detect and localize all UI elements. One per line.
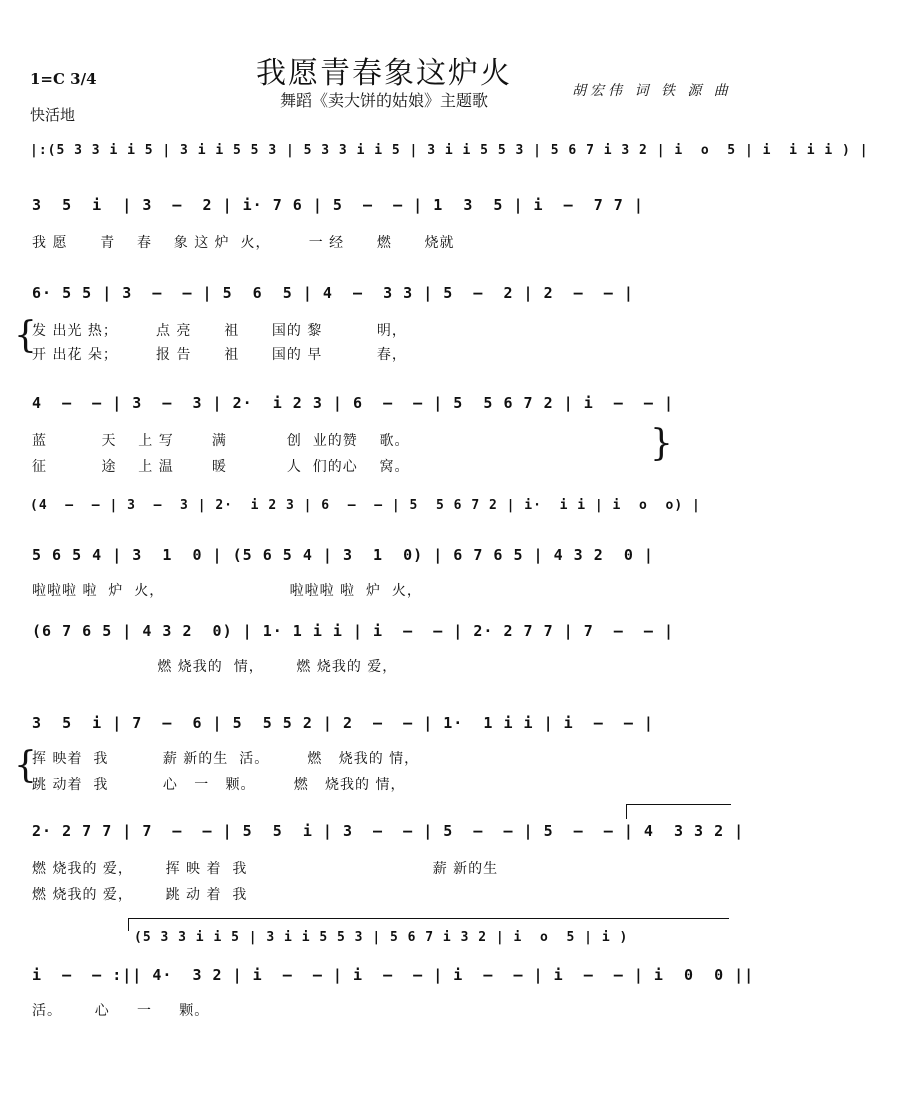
- lyric-row-8-verse2: 燃 烧我的 爱， 跳 动 着 我: [32, 887, 248, 903]
- volta-bracket-1: [626, 804, 731, 819]
- verse-brace-2: {: [14, 745, 37, 786]
- lyric-row-7-verse1: 挥 映着 我 薪 新的生 活。 燃 烧我的 情，: [32, 751, 420, 767]
- notation-row-10: i – – :|| 4· 3 2 | i – – | i – – | i – – | i – – | i 0 0 ||: [32, 966, 755, 984]
- lyric-row-7-verse2: 跳 动着 我 心 一 颗。 燃 烧我的 情，: [32, 777, 406, 793]
- lyric-row-3-verse2: 征 途 上 温 暖 人 们的心 窝。: [32, 459, 410, 475]
- song-subtitle: 舞蹈《卖大饼的姑娘》主题歌: [279, 91, 488, 110]
- notation-row-interlude: (4 – – | 3 – 3 | 2· i 2 3 | 6 – – | 5 5 6 7 2 | i· i i | i o o) |: [30, 498, 701, 513]
- notation-row-coda-intro: (5 3 3 i i 5 | 3 i i 5 5 3 | 5 6 7 i 3 2 | i o 5 | i ): [134, 930, 629, 945]
- notation-row-5: 5 6 5 4 | 3 1 0 | (5 6 5 4 | 3 1 0) | 6 7 6 5 | 4 3 2 0 |: [32, 546, 654, 564]
- lyric-row-2-verse2: 开 出花 朵； 报 告 祖 国的 早 春，: [32, 347, 407, 363]
- song-title: 我愿青春象这炉火: [256, 56, 512, 91]
- notation-row-6: (6 7 6 5 | 4 3 2 0) | 1· 1 i i | i – – | 2· 2 7 7 | 7 – – |: [32, 622, 674, 640]
- lyric-row-8-verse1: 燃 烧我的 爱， 挥 映 着 我 薪 新的生: [32, 861, 499, 877]
- key-signature: 1=C 3/4: [30, 70, 97, 88]
- lyric-row-6: 燃 烧我的 情， 燃 烧我的 爱，: [32, 659, 398, 675]
- lyric-row-1: 我 愿 青 春 象 这 炉 火， 一 经 燃 烧就: [32, 235, 455, 251]
- lyric-row-5: 啦啦啦 啦 炉 火， 啦啦啦 啦 炉 火，: [32, 583, 422, 599]
- notation-row-3: 4 – – | 3 – 3 | 2· i 2 3 | 6 – – | 5 5 6 7 2 | i – – |: [32, 394, 674, 412]
- tempo-marking: 快活地: [30, 106, 76, 124]
- verse-brace: {: [14, 315, 37, 356]
- lyric-row-2-verse1: 发 出光 热； 点 亮 祖 国的 黎 明，: [32, 323, 407, 339]
- notation-row-intro: |:(5 3 3 i i 5 | 3 i i 5 5 3 | 5 3 3 i i 5 | 3 i i 5 5 3 | 5 6 7 i 3 2 | i o 5 | i i i i ) |: [30, 143, 869, 158]
- notation-row-8: 2· 2 7 7 | 7 – – | 5 5 i | 3 – – | 5 – – | 5 – – | 4 3 3 2 |: [32, 822, 745, 840]
- lyric-row-3-verse1: 蓝 天 上 写 满 创 业的赞 歌。: [32, 433, 410, 449]
- verse-brace-right: }: [650, 423, 673, 464]
- notation-row-7: 3 5 i | 7 – 6 | 5 5 5 2 | 2 – – | 1· 1 i i | i – – |: [32, 714, 654, 732]
- composer-credit: 胡宏伟 词 铁 源 曲: [572, 83, 732, 99]
- notation-row-2: 6· 5 5 | 3 – – | 5 6 5 | 4 – 3 3 | 5 – 2 | 2 – – |: [32, 284, 634, 302]
- lyric-row-10: 活。 心 一 颗。: [32, 1003, 210, 1019]
- notation-row-1: 3 5 i | 3 – 2 | i· 7 6 | 5 – – | 1 3 5 | i – 7 7 |: [32, 196, 644, 214]
